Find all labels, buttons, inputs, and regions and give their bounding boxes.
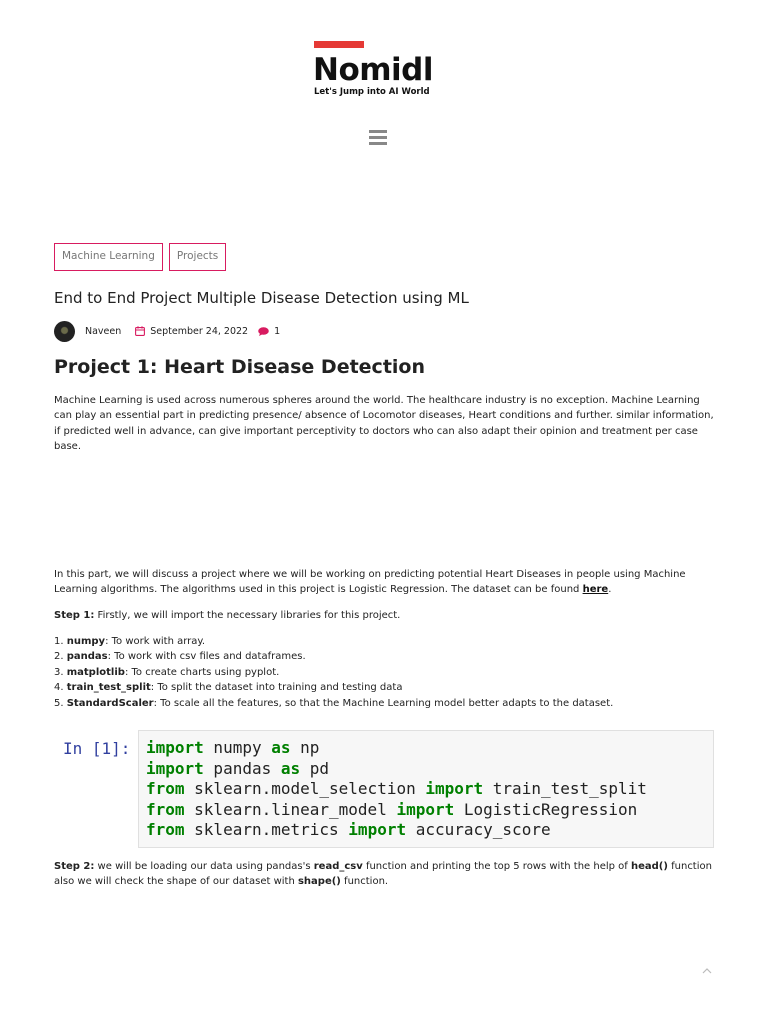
calendar-icon — [135, 326, 145, 336]
code-line: from sklearn.linear_model import LogisticRegression — [146, 799, 638, 819]
category-tag-projects[interactable]: Projects — [169, 243, 226, 271]
section-heading: Project 1: Heart Disease Detection — [54, 356, 425, 378]
shape-code: shape() — [297, 876, 341, 888]
library-name: StandardScaler — [66, 697, 154, 709]
step1-text: Firstly, we will import the necessary libraries for this project. — [94, 610, 401, 621]
step2-label: Step 2: — [54, 861, 95, 872]
list-item — [54, 680, 714, 695]
library-desc: : To scale all the features, so that the Machine Learning model better adapts to the dataset. — [153, 697, 614, 709]
step1-paragraph — [54, 608, 714, 623]
library-desc: : To split the dataset into training and testing data — [150, 682, 403, 694]
library-name: matplotlib — [66, 666, 125, 678]
code-line: import pandas as pd — [146, 758, 330, 778]
library-desc: : To work with csv files and dataframes. — [107, 651, 306, 663]
code-cell — [54, 730, 714, 848]
list-item — [54, 696, 714, 711]
list-number: 1. — [54, 636, 64, 647]
head-code: head() — [630, 861, 668, 872]
list-item — [54, 665, 714, 680]
category-tag-machine-learning[interactable]: Machine Learning — [54, 243, 163, 271]
code-line: from sklearn.metrics import accuracy_score — [146, 820, 551, 840]
intro-paragraph: Machine Learning is used across numerous spheres around the world. The healthcare industry is no exception. Machine Learning can play an essential part in predicting presence/ absence of Locomotor diseases, Heart conditions and further. similar information, if predicted well in advance, can give important perceptivity to doctors who can also adapt their opinion and treatment per case base. — [54, 395, 714, 452]
dataset-link[interactable]: here — [582, 584, 609, 596]
list-item — [54, 634, 714, 649]
step1-label: Step 1: — [54, 610, 95, 621]
site-logo[interactable] — [313, 40, 463, 100]
library-name: train_test_split — [66, 682, 151, 694]
code-line: from sklearn.model_selection import train_test_split — [146, 779, 647, 799]
list-number: 3. — [54, 666, 64, 678]
list-number: 2. — [54, 651, 64, 663]
category-tags — [54, 243, 226, 271]
read-csv-code: read_csv — [313, 861, 363, 872]
library-desc: : To work with array. — [105, 636, 206, 647]
library-name: pandas — [66, 651, 108, 663]
library-desc: : To create charts using pyplot. — [124, 666, 280, 678]
library-list — [54, 634, 714, 711]
list-item — [54, 649, 714, 664]
hamburger-menu-icon[interactable] — [369, 130, 387, 146]
author-avatar[interactable] — [54, 321, 75, 342]
logo-wordmark: Nomidl — [313, 52, 433, 88]
part-intro-period: . — [608, 584, 612, 596]
author-name[interactable]: Naveen — [85, 325, 122, 337]
step2-paragraph: Step 2: we will be loading our data using pandas's read_csv function and printing the top 5 rows with the help of head() function also we will check the shape of our dataset with shape() function. — [54, 861, 712, 888]
post-title: End to End Project Multiple Disease Detection using ML — [54, 289, 469, 307]
logo-accent-bar — [314, 41, 364, 48]
code-prompt: In [1]: — [63, 739, 131, 758]
code-line: import numpy as np — [146, 738, 320, 757]
post-meta — [54, 320, 280, 342]
comment-icon — [258, 327, 269, 336]
list-number: 4. — [54, 682, 64, 694]
post-date[interactable]: September 24, 2022 — [150, 325, 249, 337]
comment-count[interactable]: 1 — [274, 325, 281, 337]
list-number: 5. — [54, 697, 64, 709]
part-intro-text: In this part, we will discuss a project where we will be working on predicting potential Heart Diseases in people using Machine Learning algorithms. The algorithms used in this project is Logistic Regression. The dataset can be found — [54, 569, 686, 596]
part-intro-paragraph — [54, 567, 714, 598]
library-name: numpy — [66, 636, 106, 647]
code-block — [138, 730, 714, 848]
logo-tagline: Let's Jump into AI World — [314, 87, 430, 97]
chevron-up-icon[interactable] — [700, 966, 714, 976]
